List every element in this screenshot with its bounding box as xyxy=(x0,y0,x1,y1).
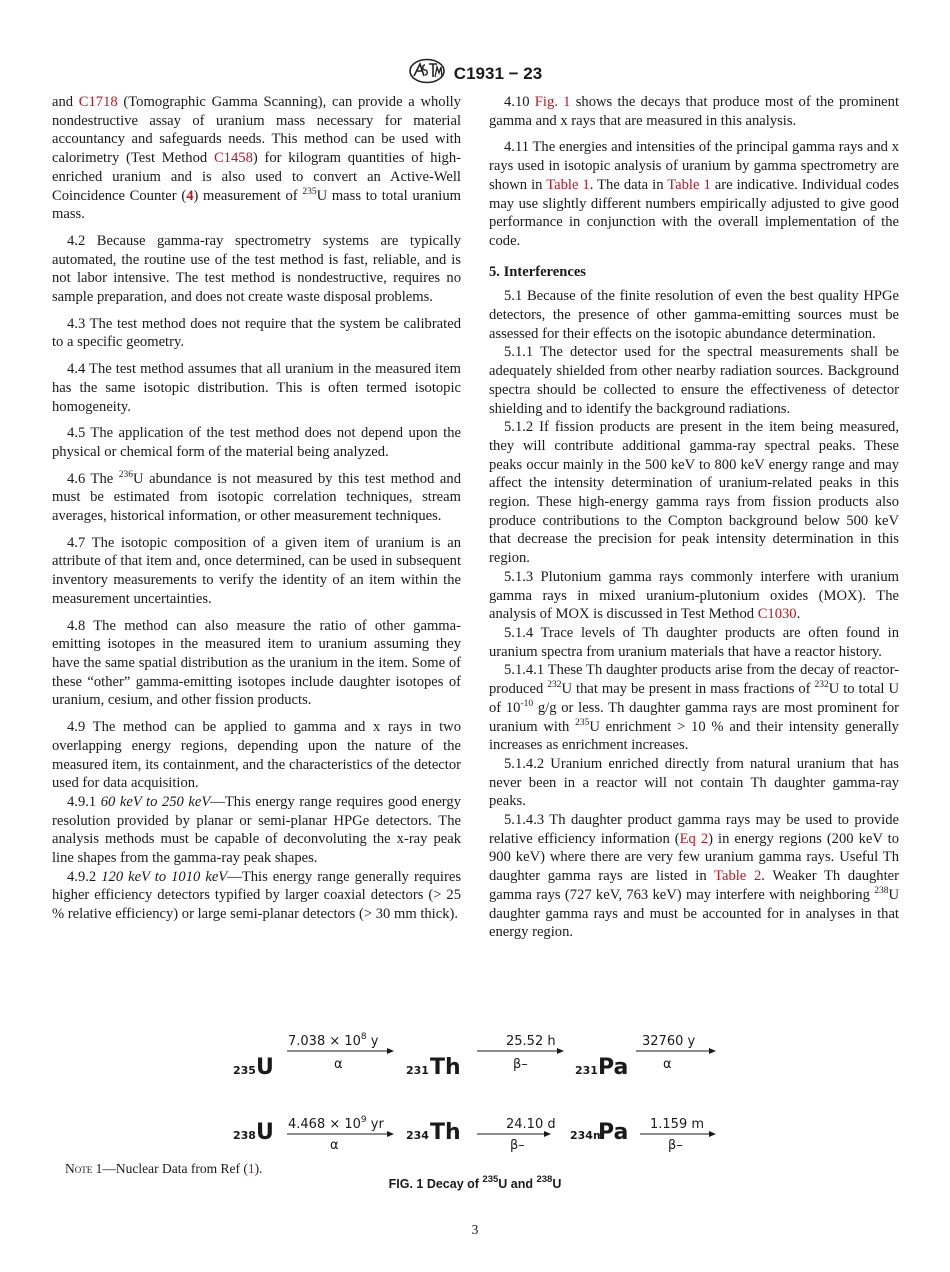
th231-nuclide xyxy=(406,1055,461,1080)
u238-decay-mode: α xyxy=(330,1138,339,1153)
link-eq-2[interactable]: Eq 2 xyxy=(679,830,709,847)
svg-text:238: 238 xyxy=(233,1129,256,1140)
paragraph-4-1-continued: and C1718 (Tomographic Gamma Scanning), can provide a wholly nondestructive assay of uranium mass necessary for material accountancy and safeguards needs. This method can be used with calorimetry (Test Method C1458) for kilogram quantities of high-enriched uranium and is also used to convert an Active-Well Coincidence Counter (4) measurement of $^{235}$U mass to total uranium mass. xyxy=(52,94,462,223)
paragraph-5-1-4: 5.1.4 Trace levels of Th daughter products are often found in uranium spectra from uranium materials that have a reactor history. xyxy=(489,624,899,660)
paragraph-4-9-2: 4.9.2 120 keV to 1010 keV—This energy range generally requires higher efficiency detectors typified by larger coaxial detectors (> 25 % relative efficiency) or large semi-planar detectors (> 30 mm thick). xyxy=(52,868,461,923)
paragraph-5-1-3: 5.1.3 Plutonium gamma rays commonly interfere with uranium gamma rays in mixed uranium-plutonium oxides (MOX). The analysis of MOX is discussed in Test Method C1030. xyxy=(489,568,899,623)
link-table-1-second[interactable]: Table 1 xyxy=(667,176,711,193)
svg-text:231: 231 xyxy=(406,1064,429,1077)
paragraph-4-3: 4.3 The test method does not require that the system be calibrated to a specific geometry. xyxy=(52,315,461,351)
svg-text:U: U xyxy=(256,1120,274,1140)
ref-4-link[interactable]: 4 xyxy=(186,187,194,204)
link-table-2[interactable]: Table 2 xyxy=(714,868,762,885)
paragraph-4-7: 4.7 The isotopic composition of a given item of uranium is an attribute of that item and, once determined, can be used in subsequent inventory measurements to verify the identity of an item within the measurement uncertainties. xyxy=(52,534,461,607)
th234-decay-arrow xyxy=(477,1117,556,1134)
figure-note: Note 1—Nuclear Data from Ref (1). xyxy=(65,1161,263,1176)
paragraph-4-5: 4.5 The application of the test method does not depend upon the physical or chemical form of the material being analyzed. xyxy=(52,425,461,460)
svg-text:U: U xyxy=(256,1055,274,1080)
paragraph-4-11: 4.11 The energies and intensities of the principal gamma rays and x rays used in isotopic analysis of uranium by gamma spectrometry are shown in Table 1. The data in Table 1 are indicative. Individual codes may use slightly different numbers empirically adjusted to give good performance in conjunction with the overall implementation of the code. xyxy=(489,139,899,249)
svg-text:α: α xyxy=(663,1057,672,1072)
link-c1030[interactable]: C1030 xyxy=(757,606,797,623)
paragraph-5-1: 5.1 Because of the finite resolution of even the best quality HPGe detectors, the presence of other gamma-emitting sources must be assessed for their effects on the isotopic abundance determination. xyxy=(489,288,899,342)
svg-text:231: 231 xyxy=(575,1064,598,1077)
paragraph-5-1-2: 5.1.2 If fission products are present in the item being measured, they will contribute additional gamma-ray spectral peaks. These peaks occur mainly in the 500 keV to 800 keV energy range and may affect the intensity determination of uranium-related peaks in this region. These high-energy gamma rays from fission products also produce contributions to the Compton background below 500 keV that decrease the precision for peak intensity determination in this region. xyxy=(489,419,899,567)
pa234m-decay-mode: β– xyxy=(668,1138,683,1153)
svg-text:25.52 h: 25.52 h xyxy=(506,1034,556,1049)
decay-chain-figure xyxy=(230,1018,720,1140)
section-heading-interferences: 5. Interferences xyxy=(489,263,586,280)
paragraph-4-2: 4.2 Because gamma-ray spectrometry systems are typically automated, the routine use of the test method is fast, reliable, and is not labor intensive. The test method is nondestructive, requires no sample preparation, and does not create waste disposal problems. xyxy=(52,232,461,306)
link-c1458[interactable]: C1458 xyxy=(213,150,253,167)
document-code: C1931 − 23 xyxy=(453,63,543,83)
page-header xyxy=(0,58,950,89)
link-c1718[interactable]: C1718 xyxy=(78,94,118,110)
figure-caption: FIG. 1 Decay of $^{235}$U and $^{238}$U xyxy=(388,1174,562,1191)
link-fig-1[interactable]: Fig. 1 xyxy=(534,94,571,110)
svg-text:β–: β– xyxy=(513,1057,528,1072)
pa231-nuclide xyxy=(575,1055,628,1080)
u235-nuclide xyxy=(233,1055,274,1080)
paragraph-4-9: 4.9 The method can be applied to gamma and x rays in two overlapping energy regions, depending upon the nature of the measured item, its containment, and the characteristics of the detector used for data acquisition. xyxy=(52,719,461,792)
pa234m-decay-arrow xyxy=(640,1117,715,1134)
paragraph-4-8: 4.8 The method can also measure the ratio of other gamma-emitting isotopes in the measured item to uranium assuming they have the same spatial distribution as the uranium in the item. Some of these “other” gamma-emitting isotopes include daughter isotopes of uranium, cesium, and other fission products. xyxy=(52,617,461,709)
svg-text:4.468 × 109 yr: $4.468 \times 10^9$ yr xyxy=(288,1115,384,1132)
astm-logo-icon xyxy=(408,58,446,89)
svg-text:Pa: Pa xyxy=(598,1055,629,1080)
ref-1-link[interactable]: 1 xyxy=(247,1161,255,1176)
u235-decay-arrow xyxy=(287,1032,393,1072)
svg-text:7.038 × 108 y: $7.038 \times 10^8$ y xyxy=(288,1032,379,1049)
svg-text:234: 234 xyxy=(406,1129,429,1140)
svg-text:234m: 234m xyxy=(570,1129,605,1140)
svg-text:Th: Th xyxy=(430,1120,461,1140)
paragraph-5-1-1: 5.1.1 The detector used for the spectral measurements shall be adequately shielded from other nearby radiation sources. Background spectra should be collected to ensure the effectiveness of detector shielding and to identify the background radiations. xyxy=(489,344,899,417)
left-column xyxy=(52,93,461,924)
paragraph-4-9-1: 4.9.1 60 keV to 250 keV—This energy range requires good energy resolution provided by planar or semi-planar HPGe detectors. The analysis methods must be capable of deconvoluting the x-ray peak line shapes from the gamma-ray peak shapes. xyxy=(52,793,461,867)
th231-decay-arrow xyxy=(477,1034,563,1072)
svg-text:Pa: Pa xyxy=(598,1120,629,1140)
th234-nuclide xyxy=(406,1120,461,1140)
paragraph-5-1-4-1: 5.1.4.1 These Th daughter products arise from the decay of reactor-produced $^{232}$U that may be present in mass fractions of $^{232}$U to total U of $10^{-10}$ g/g or less. Th daughter gamma rays are most prominent for uranium with $^{235}$U enrichment > 10 % and their intensity generally increases as enrichment increases. xyxy=(489,662,899,754)
page-number: 3 xyxy=(471,1222,479,1237)
link-table-1[interactable]: Table 1 xyxy=(546,176,590,193)
svg-text:Th: Th xyxy=(430,1055,461,1080)
svg-text:235: 235 xyxy=(233,1064,256,1077)
pa231-decay-arrow xyxy=(636,1034,715,1072)
right-column xyxy=(489,93,899,942)
paragraph-4-10: 4.10 Fig. 1 shows the decays that produce most of the prominent gamma and x rays that are measured in this analysis. xyxy=(489,94,900,129)
paragraph-5-1-4-2: 5.1.4.2 Uranium enriched directly from natural uranium that has never been in a reactor will not contain Th daughter gamma-ray peaks. xyxy=(489,755,899,810)
svg-text:1.159 m: 1.159 m xyxy=(650,1117,705,1132)
svg-text:α: α xyxy=(334,1057,343,1072)
paragraph-4-4: 4.4 The test method assumes that all uranium in the measured item has the same isotopic distribution. This is often termed isotopic homogeneity. xyxy=(52,361,461,415)
u238-nuclide xyxy=(233,1120,274,1140)
paragraph-5-1-4-3: 5.1.4.3 Th daughter product gamma rays may be used to provide relative efficiency information (Eq 2) in energy regions (200 keV to 900 keV) where there are very few uranium gamma rays. Useful Th daughter gamma rays are listed in Table 2. Weaker Th daughter gamma rays (727 keV, 763 keV) may interfere with neighboring $^{238}$U daughter gamma rays and must be accounted for in analyses in that energy region. xyxy=(489,812,899,941)
th234-decay-mode: β– xyxy=(510,1138,525,1153)
svg-text:24.10 d: 24.10 d xyxy=(506,1117,556,1132)
pa234m-nuclide xyxy=(570,1120,628,1140)
u238-decay-arrow xyxy=(287,1115,393,1140)
paragraph-4-6: 4.6 The $^{236}$U abundance is not measured by this test method and must be estimated from isotopic correlation techniques, stream averages, historical information, or other measurement techniques. xyxy=(52,469,462,525)
svg-text:32760 y: 32760 y xyxy=(642,1034,696,1049)
